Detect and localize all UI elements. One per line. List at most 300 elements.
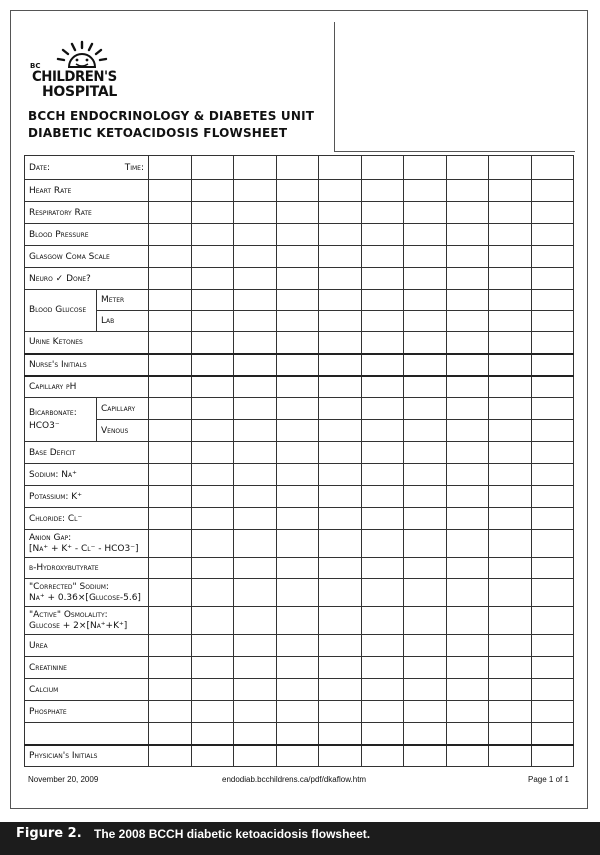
entry-cell[interactable] [319,268,362,290]
entry-cell[interactable] [489,246,532,268]
entry-cell[interactable] [191,246,234,268]
entry-cell[interactable] [149,635,192,657]
entry-cell[interactable] [234,311,277,332]
entry-cell[interactable] [191,224,234,246]
entry-cell[interactable] [191,723,234,745]
entry-cell[interactable] [531,607,574,635]
entry-cell[interactable] [531,376,574,398]
entry-cell[interactable] [404,224,447,246]
entry-cell[interactable] [404,679,447,701]
entry-cell[interactable] [276,290,319,311]
entry-cell[interactable] [149,202,192,224]
active-osmolality-cell [25,607,149,635]
entry-cell[interactable] [361,530,404,558]
entry-cell[interactable] [234,723,277,745]
entry-cell[interactable] [446,354,489,376]
entry-cell[interactable] [191,508,234,530]
entry-cell[interactable] [404,486,447,508]
entry-cell[interactable] [234,442,277,464]
entry-cell[interactable] [276,354,319,376]
entry-cell[interactable] [531,202,574,224]
entry-cell[interactable] [446,420,489,442]
entry-cell[interactable] [531,723,574,745]
entry-cell[interactable] [361,180,404,202]
entry-cell[interactable] [149,723,192,745]
entry-cell[interactable] [531,354,574,376]
entry-cell[interactable] [489,268,532,290]
entry-cell[interactable] [489,354,532,376]
entry-cell[interactable] [276,376,319,398]
entry-cell[interactable] [531,268,574,290]
table-row [25,464,574,486]
entry-cell[interactable] [361,464,404,486]
potassium-label: Potassium: K⁺ [25,486,149,508]
entry-cell[interactable] [489,376,532,398]
entry-cell[interactable] [319,290,362,311]
entry-cell[interactable] [191,420,234,442]
entry-cell[interactable] [234,745,277,767]
entry-cell[interactable] [191,376,234,398]
entry-cell[interactable] [446,268,489,290]
entry-cell[interactable] [234,464,277,486]
footer-date: November 20, 2009 [28,775,99,784]
entry-cell[interactable] [319,635,362,657]
entry-cell[interactable] [446,464,489,486]
entry-cell[interactable] [149,376,192,398]
entry-cell[interactable] [191,657,234,679]
entry-cell[interactable] [361,224,404,246]
entry-cell[interactable] [446,246,489,268]
entry-cell[interactable] [191,311,234,332]
entry-cell[interactable] [446,224,489,246]
anion-gap-label: Anion Gap: [29,532,72,543]
entry-cell[interactable] [234,290,277,311]
entry-cell[interactable] [446,156,489,180]
entry-cell[interactable] [446,723,489,745]
entry-cell[interactable] [489,486,532,508]
table-row [25,679,574,701]
entry-cell[interactable] [319,224,362,246]
entry-cell[interactable] [489,180,532,202]
entry-cell[interactable] [149,558,192,579]
entry-cell[interactable] [531,579,574,607]
entry-cell[interactable] [489,579,532,607]
entry-cell[interactable] [489,332,532,354]
entry-cell[interactable] [234,180,277,202]
table-row [25,745,574,767]
entry-cell[interactable] [276,156,319,180]
entry-cell[interactable] [234,354,277,376]
entry-cell[interactable] [191,202,234,224]
entry-cell[interactable] [361,202,404,224]
entry-cell[interactable] [319,679,362,701]
entry-cell[interactable] [319,657,362,679]
entry-cell[interactable] [404,442,447,464]
entry-cell[interactable] [404,376,447,398]
entry-cell[interactable] [234,635,277,657]
entry-cell[interactable] [361,398,404,420]
entry-cell[interactable] [489,679,532,701]
corrected-sodium-cell [25,579,149,607]
entry-cell[interactable] [531,657,574,679]
entry-cell[interactable] [404,290,447,311]
logo-bc: BC [30,62,41,70]
entry-cell[interactable] [531,464,574,486]
entry-cell[interactable] [149,156,192,180]
entry-cell[interactable] [404,268,447,290]
entry-cell[interactable] [276,723,319,745]
entry-cell[interactable] [489,202,532,224]
entry-cell[interactable] [234,558,277,579]
entry-cell[interactable] [531,508,574,530]
entry-cell[interactable] [191,701,234,723]
entry-cell[interactable] [234,398,277,420]
entry-cell[interactable] [361,558,404,579]
entry-cell[interactable] [319,579,362,607]
entry-cell[interactable] [446,311,489,332]
entry-cell[interactable] [361,420,404,442]
entry-cell[interactable] [489,398,532,420]
entry-cell[interactable] [404,202,447,224]
entry-cell[interactable] [361,508,404,530]
entry-cell[interactable] [276,635,319,657]
entry-cell[interactable] [531,558,574,579]
entry-cell[interactable] [149,420,192,442]
entry-cell[interactable] [404,156,447,180]
entry-cell[interactable] [149,508,192,530]
entry-cell[interactable] [234,530,277,558]
entry-cell[interactable] [361,657,404,679]
entry-cell[interactable] [276,332,319,354]
entry-cell[interactable] [404,657,447,679]
entry-cell[interactable] [234,246,277,268]
entry-cell[interactable] [276,311,319,332]
entry-cell[interactable] [489,607,532,635]
entry-cell[interactable] [404,558,447,579]
entry-cell[interactable] [489,311,532,332]
entry-cell[interactable] [191,635,234,657]
entry-cell[interactable] [191,442,234,464]
entry-cell[interactable] [149,332,192,354]
respiratory-rate-label: Respiratory Rate [25,202,149,224]
entry-cell[interactable] [446,202,489,224]
entry-cell[interactable] [446,657,489,679]
entry-cell[interactable] [489,530,532,558]
entry-cell[interactable] [361,442,404,464]
entry-cell[interactable] [191,530,234,558]
entry-cell[interactable] [149,657,192,679]
entry-cell[interactable] [319,180,362,202]
entry-cell[interactable] [531,530,574,558]
entry-cell[interactable] [276,442,319,464]
entry-cell[interactable] [191,464,234,486]
entry-cell[interactable] [234,607,277,635]
table-row [25,701,574,723]
entry-cell[interactable] [489,224,532,246]
entry-cell[interactable] [276,180,319,202]
entry-cell[interactable] [149,464,192,486]
entry-cell[interactable] [489,558,532,579]
table-row [25,486,574,508]
entry-cell[interactable] [319,332,362,354]
hco3-label: HCO3⁻ [29,420,60,431]
entry-cell[interactable] [234,420,277,442]
entry-cell[interactable] [319,745,362,767]
entry-cell[interactable] [234,268,277,290]
entry-cell[interactable] [191,398,234,420]
entry-cell[interactable] [446,530,489,558]
entry-cell[interactable] [404,530,447,558]
entry-cell[interactable] [319,701,362,723]
meter-label: Meter [97,290,149,311]
entry-cell[interactable] [276,246,319,268]
entry-cell[interactable] [149,486,192,508]
entry-cell[interactable] [149,290,192,311]
entry-cell[interactable] [276,745,319,767]
entry-cell[interactable] [149,224,192,246]
entry-cell[interactable] [234,156,277,180]
entry-cell[interactable] [446,558,489,579]
entry-cell[interactable] [361,376,404,398]
entry-cell[interactable] [234,376,277,398]
entry-cell[interactable] [404,311,447,332]
entry-cell[interactable] [319,442,362,464]
urine-ketones-label: Urine Ketones [25,332,149,354]
entry-cell[interactable] [531,180,574,202]
entry-cell[interactable] [531,420,574,442]
entry-cell[interactable] [149,679,192,701]
entry-cell[interactable] [361,486,404,508]
table-row [25,202,574,224]
entry-cell[interactable] [489,723,532,745]
table-row [25,635,574,657]
entry-cell[interactable] [319,376,362,398]
entry-cell[interactable] [531,224,574,246]
entry-cell[interactable] [531,679,574,701]
entry-cell[interactable] [531,311,574,332]
entry-cell[interactable] [276,530,319,558]
entry-cell[interactable] [276,420,319,442]
entry-cell[interactable] [319,464,362,486]
entry-cell[interactable] [489,290,532,311]
entry-cell[interactable] [489,701,532,723]
logo-childrens: CHILDREN'S [32,69,117,85]
entry-cell[interactable] [361,332,404,354]
entry-cell[interactable] [276,607,319,635]
corrected-sodium-label: "Corrected" Sodium: [29,581,109,592]
entry-cell[interactable] [446,745,489,767]
table-row [25,290,574,311]
entry-cell[interactable] [404,398,447,420]
entry-cell[interactable] [149,354,192,376]
entry-cell[interactable] [319,246,362,268]
entry-cell[interactable] [404,420,447,442]
entry-cell[interactable] [446,679,489,701]
entry-cell[interactable] [319,311,362,332]
entry-cell[interactable] [149,701,192,723]
entry-cell[interactable] [446,376,489,398]
entry-cell[interactable] [234,657,277,679]
entry-cell[interactable] [149,246,192,268]
entry-cell[interactable] [361,156,404,180]
entry-cell[interactable] [191,290,234,311]
entry-cell[interactable] [319,558,362,579]
entry-cell[interactable] [361,679,404,701]
entry-cell[interactable] [234,508,277,530]
entry-cell[interactable] [404,745,447,767]
entry-cell[interactable] [489,657,532,679]
entry-cell[interactable] [361,579,404,607]
table-row [25,579,574,607]
entry-cell[interactable] [531,745,574,767]
entry-cell[interactable] [319,420,362,442]
entry-cell[interactable] [446,486,489,508]
entry-cell[interactable] [404,635,447,657]
entry-cell[interactable] [276,657,319,679]
entry-cell[interactable] [191,156,234,180]
entry-cell[interactable] [361,246,404,268]
entry-cell[interactable] [276,224,319,246]
entry-cell[interactable] [404,508,447,530]
entry-cell[interactable] [489,420,532,442]
entry-cell[interactable] [319,607,362,635]
entry-cell[interactable] [234,202,277,224]
urea-label: Urea [25,635,149,657]
entry-cell[interactable] [149,268,192,290]
entry-cell[interactable] [446,701,489,723]
entry-cell[interactable] [446,607,489,635]
entry-cell[interactable] [191,486,234,508]
entry-cell[interactable] [149,579,192,607]
entry-cell[interactable] [319,530,362,558]
entry-cell[interactable] [191,268,234,290]
table-row [25,442,574,464]
entry-cell[interactable] [149,530,192,558]
entry-cell[interactable] [361,607,404,635]
entry-cell[interactable] [531,156,574,180]
entry-cell[interactable] [276,558,319,579]
entry-cell[interactable] [404,332,447,354]
entry-cell[interactable] [404,246,447,268]
entry-cell[interactable] [319,398,362,420]
entry-cell[interactable] [361,311,404,332]
entry-cell[interactable] [234,224,277,246]
entry-cell[interactable] [276,579,319,607]
entry-cell[interactable] [446,442,489,464]
entry-cell[interactable] [531,332,574,354]
table-row [25,156,574,180]
entry-cell[interactable] [489,745,532,767]
entry-cell[interactable] [276,268,319,290]
entry-cell[interactable] [361,701,404,723]
entry-cell[interactable] [191,745,234,767]
entry-cell[interactable] [276,202,319,224]
footer-page-number: Page 1 of 1 [528,775,569,784]
entry-cell[interactable] [276,679,319,701]
entry-cell[interactable] [234,701,277,723]
entry-cell[interactable] [404,701,447,723]
entry-cell[interactable] [191,679,234,701]
entry-cell[interactable] [149,607,192,635]
entry-cell[interactable] [191,607,234,635]
entry-cell[interactable] [319,508,362,530]
entry-cell[interactable] [531,486,574,508]
entry-cell[interactable] [361,635,404,657]
entry-cell[interactable] [489,442,532,464]
logo-hospital: HOSPITAL [42,84,117,100]
entry-cell[interactable] [191,558,234,579]
entry-cell[interactable] [446,579,489,607]
entry-cell[interactable] [276,701,319,723]
entry-cell[interactable] [404,579,447,607]
entry-cell[interactable] [531,701,574,723]
entry-cell[interactable] [276,486,319,508]
unit-title: BCCH ENDOCRINOLOGY & DIABETES UNIT [28,109,315,123]
entry-cell[interactable] [234,332,277,354]
entry-cell[interactable] [276,398,319,420]
entry-cell[interactable] [191,579,234,607]
entry-cell[interactable] [234,679,277,701]
entry-cell[interactable] [531,290,574,311]
entry-cell[interactable] [489,635,532,657]
entry-cell[interactable] [446,180,489,202]
entry-cell[interactable] [149,442,192,464]
entry-cell[interactable] [489,508,532,530]
blood-glucose-label: Blood Glucose [25,290,97,332]
entry-cell[interactable] [319,486,362,508]
entry-cell[interactable] [361,268,404,290]
entry-cell[interactable] [234,486,277,508]
entry-cell[interactable] [404,723,447,745]
entry-cell[interactable] [489,464,532,486]
entry-cell[interactable] [361,354,404,376]
entry-cell[interactable] [361,745,404,767]
entry-cell[interactable] [276,508,319,530]
entry-cell[interactable] [319,723,362,745]
entry-cell[interactable] [191,332,234,354]
entry-cell[interactable] [319,354,362,376]
entry-cell[interactable] [404,607,447,635]
creatinine-label: Creatinine [25,657,149,679]
entry-cell[interactable] [531,398,574,420]
entry-cell[interactable] [149,311,192,332]
entry-cell[interactable] [149,180,192,202]
entry-cell[interactable] [191,180,234,202]
entry-cell[interactable] [446,508,489,530]
entry-cell[interactable] [149,398,192,420]
entry-cell[interactable] [276,464,319,486]
entry-cell[interactable] [319,202,362,224]
entry-cell[interactable] [319,156,362,180]
entry-cell[interactable] [531,635,574,657]
entry-cell[interactable] [361,723,404,745]
entry-cell[interactable] [446,398,489,420]
entry-cell[interactable] [149,745,192,767]
entry-cell[interactable] [361,290,404,311]
entry-cell[interactable] [446,290,489,311]
entry-cell[interactable] [531,246,574,268]
entry-cell[interactable] [191,354,234,376]
entry-cell[interactable] [446,332,489,354]
entry-cell[interactable] [404,464,447,486]
table-row [25,420,574,442]
entry-cell[interactable] [404,354,447,376]
entry-cell[interactable] [404,180,447,202]
entry-cell[interactable] [489,156,532,180]
entry-cell[interactable] [531,442,574,464]
entry-cell[interactable] [234,579,277,607]
entry-cell[interactable] [446,635,489,657]
